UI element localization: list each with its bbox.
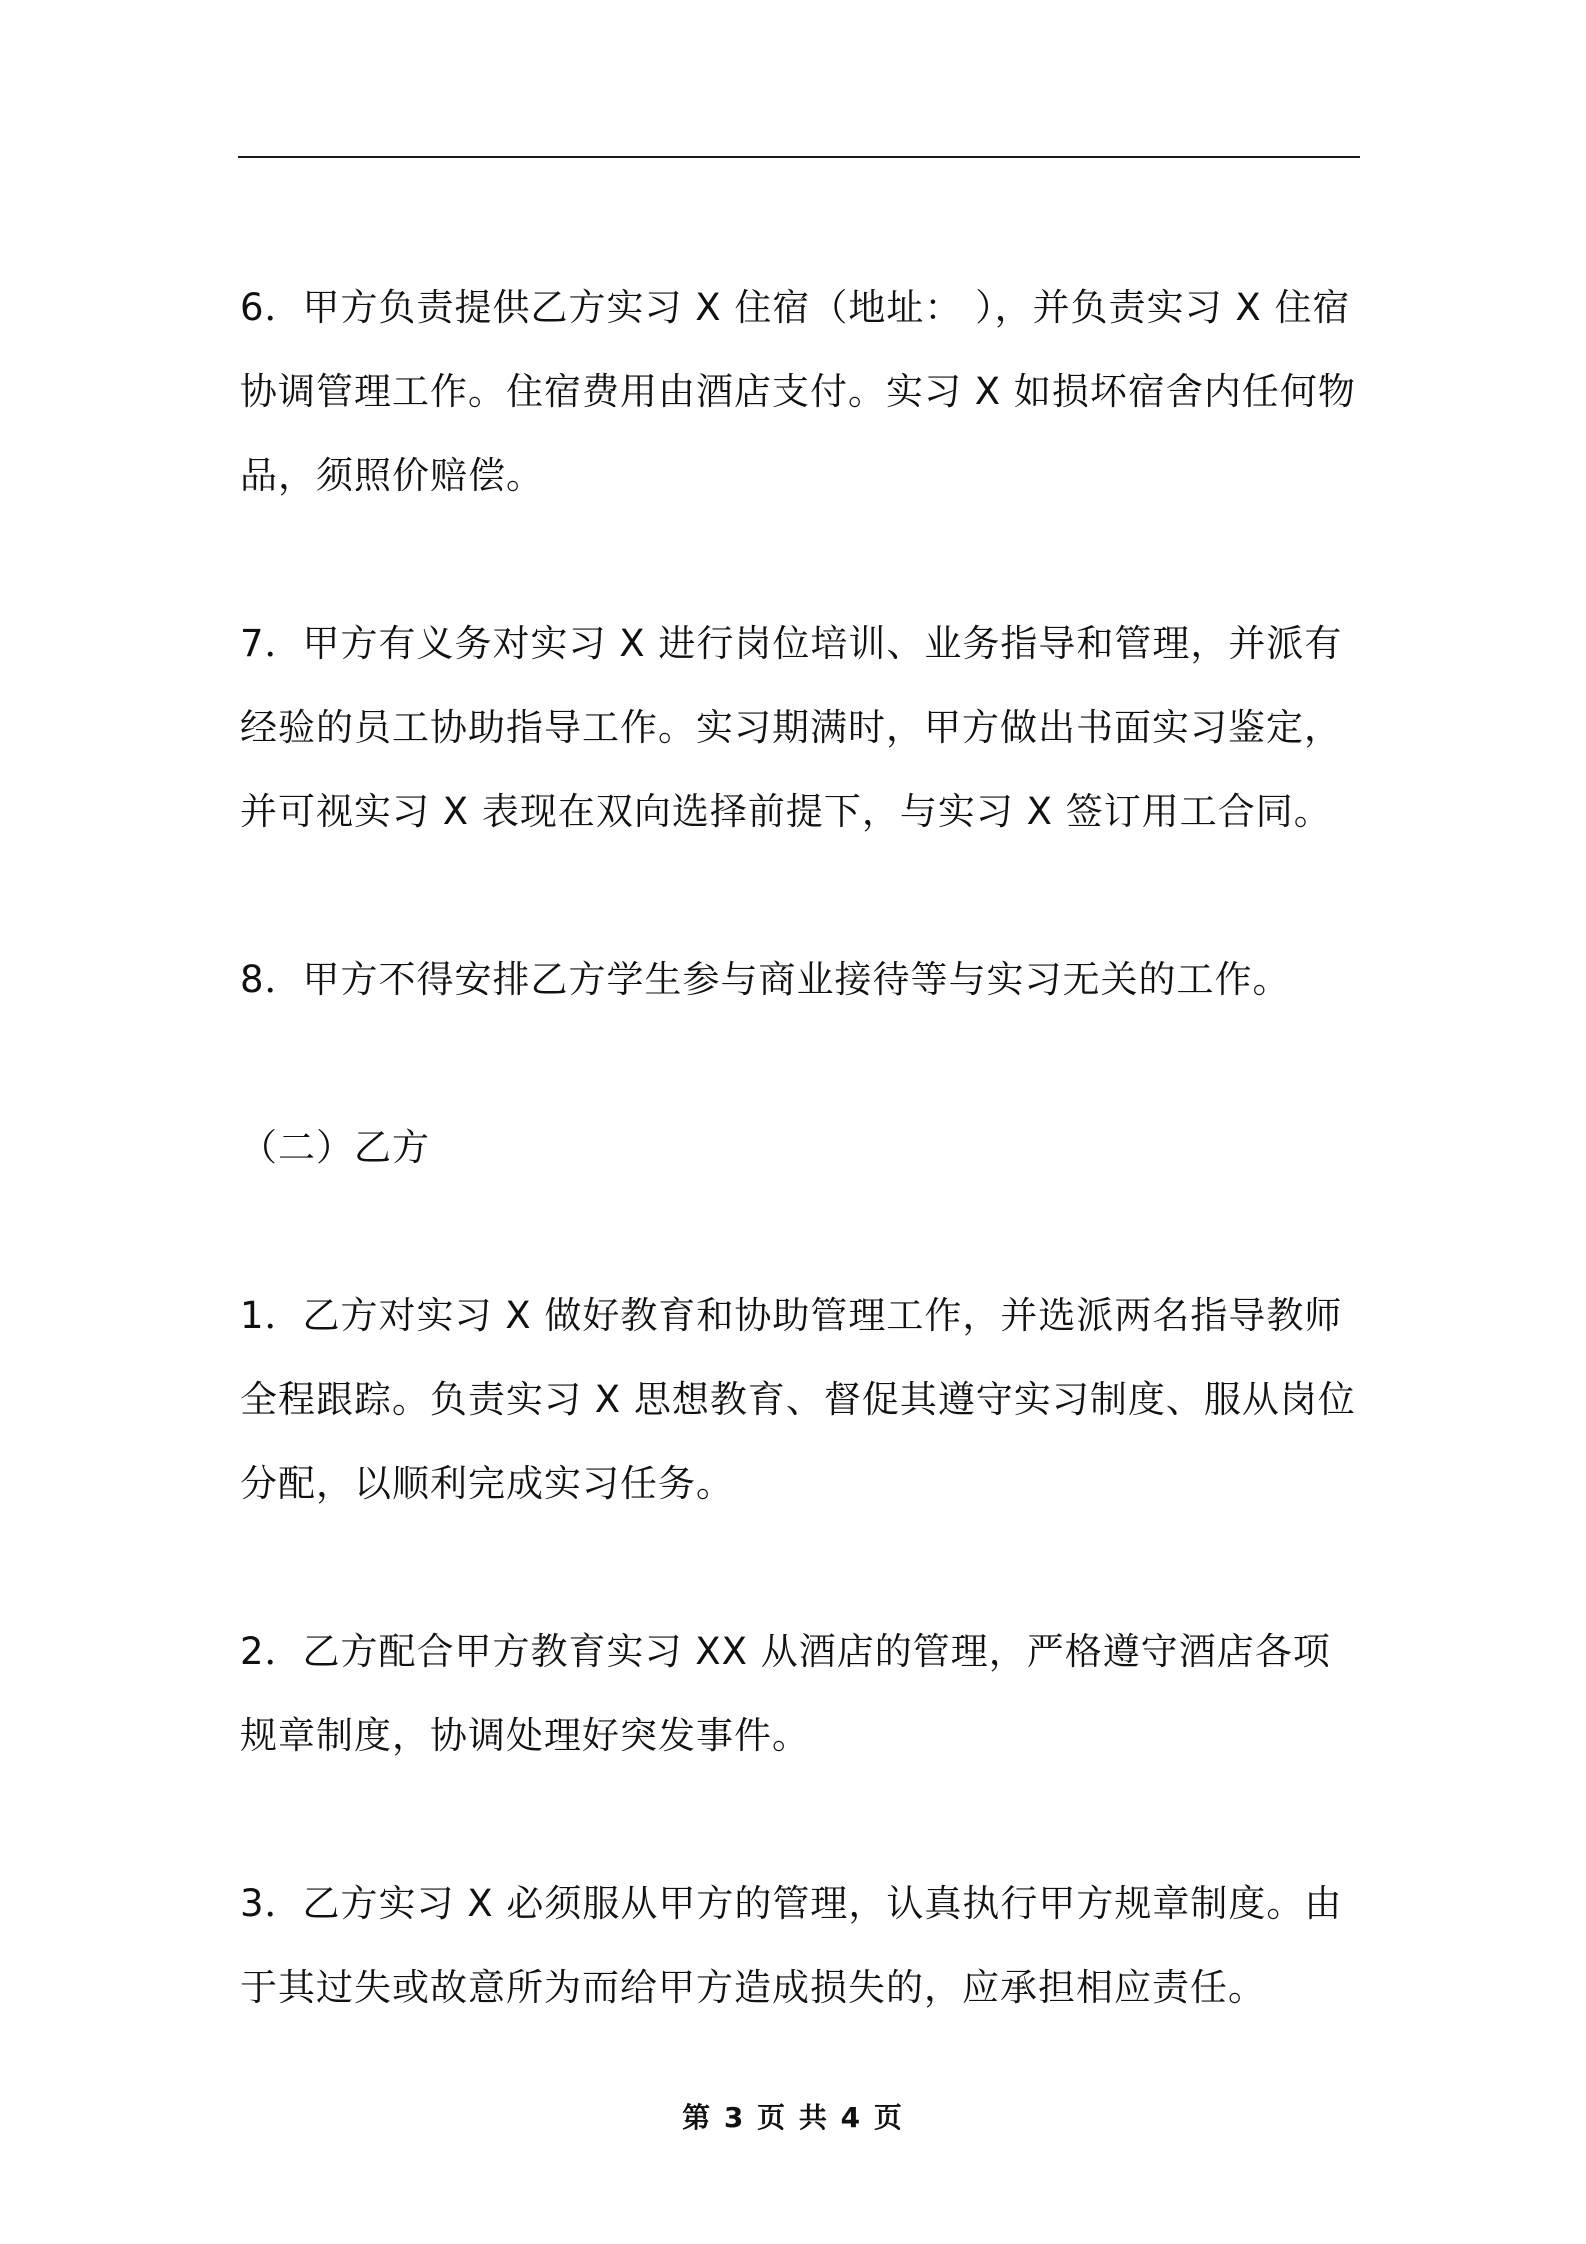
page-number-footer: 第 3 页 共 4 页	[682, 2101, 904, 2134]
clause-8-paragraph: 8．甲方不得安排乙方学生参与商业接待等与实习无关的工作。	[240, 958, 1291, 1001]
header-rule	[238, 156, 1360, 158]
section-heading-party-b: （二）乙方	[240, 1126, 430, 1169]
clause-7-paragraph: 7．甲方有义务对实习 X 进行岗位培训、业务指导和管理，并派有经验的员工协助指导工作。实习期满时，甲方做出书面实习鉴定，并可视实习 X 表现在双向选择前提下，与实习 X 签订用工合同。	[240, 622, 1343, 833]
document-body	[240, 266, 1362, 2030]
clause-6-paragraph: 6．甲方负责提供乙方实习 X 住宿（地址： ），并负责实习 X 住宿协调管理工作。住宿费用由酒店支付。实习 X 如损坏宿舍内任何物品，须照价赔偿。	[240, 286, 1356, 497]
party-b-clause-1-paragraph: 1．乙方对实习 X 做好教育和协助管理工作，并选派两名指导教师全程跟踪。负责实习 X 思想教育、督促其遵守实习制度、服从岗位分配，以顺利完成实习任务。	[240, 1294, 1356, 1505]
party-b-clause-2-paragraph: 2．乙方配合甲方教育实习 XX 从酒店的管理，严格遵守酒店各项规章制度，协调处理好突发事件。	[240, 1630, 1331, 1757]
party-b-clause-3-paragraph: 3．乙方实习 X 必须服从甲方的管理，认真执行甲方规章制度。由于其过失或故意所为而给甲方造成损失的，应承担相应责任。	[240, 1882, 1343, 2009]
